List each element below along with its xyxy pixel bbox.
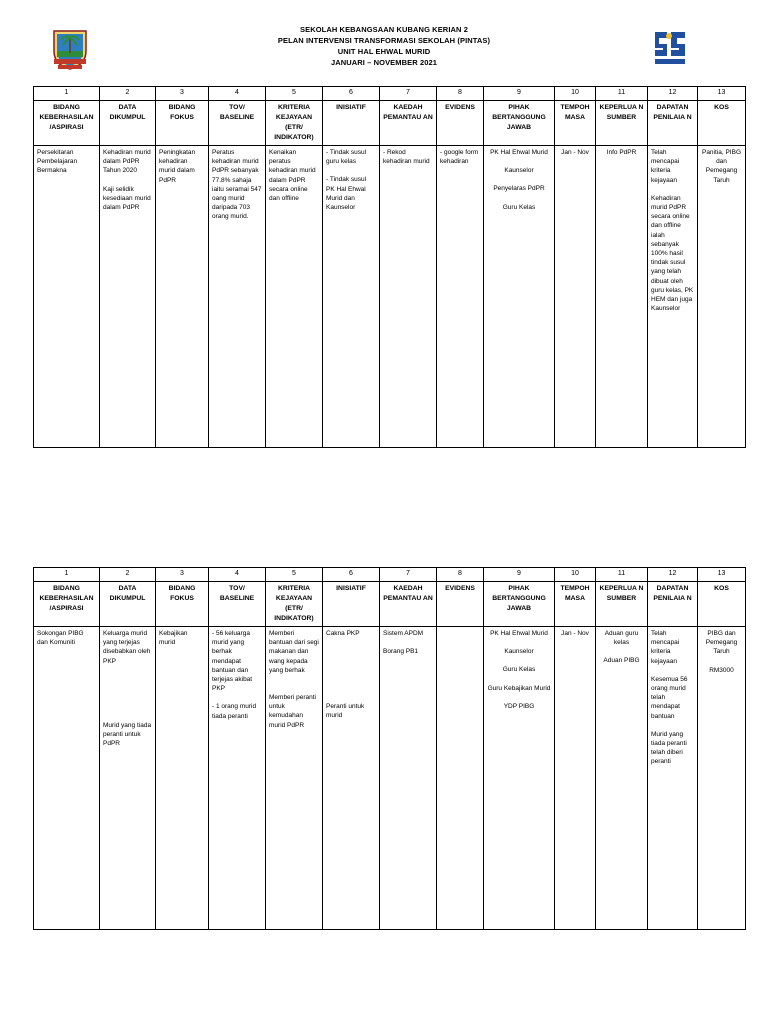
party-item: YDP PIBG [503, 702, 535, 710]
col-header: DATA DIKUMPUL [100, 101, 156, 146]
finding-item: Kehadiran murid PdPR secara online dan offline ialah sebanyak 100% hasil tindak susul yang telah dibuat oleh guru kelas, PK HEM dan juga Kaunselor [651, 194, 694, 313]
cell-dapatan [648, 627, 698, 930]
column-number-row [34, 568, 746, 582]
resource-item: Aduan PIBG [603, 657, 640, 665]
initiative-item: Cakna PKP [326, 630, 360, 637]
col-num: 13 [698, 87, 746, 101]
cell-inisiatif [323, 627, 380, 930]
document-header [0, 24, 768, 68]
col-num: 5 [266, 568, 323, 582]
cell-tempoh: Jan - Nov [555, 146, 596, 448]
col-header: BIDANG FOKUS [156, 101, 209, 146]
col-header: DATA DIKUMPUL [100, 582, 156, 627]
party-item: PK Hal Ehwal Murid [490, 630, 548, 637]
column-header-row [34, 582, 746, 627]
finding-item: Kesemua 56 orang murid telah mendapat bantuan [651, 675, 688, 720]
data-item: Kaji selidik kesediaan murid dalam PdPR [103, 185, 151, 212]
cell-data-dikumpul [100, 627, 156, 930]
cell-tempoh: Jan - Nov [555, 627, 596, 930]
cost-amount: RM3000 [709, 666, 734, 674]
cell-keperluan [596, 627, 648, 930]
col-num: 3 [156, 87, 209, 101]
col-num: 8 [437, 568, 484, 582]
intervention-table-1 [33, 86, 746, 448]
col-num: 6 [323, 87, 380, 101]
col-header: INISIATIF [323, 582, 380, 627]
col-header: TOV/ BASELINE [209, 582, 266, 627]
data-item: Kehadiran murid dalam PdPR Tahun 2020 [103, 149, 151, 175]
col-header: KRITERIA KEJAYAAN (ETR/ INDIKATOR) [266, 101, 323, 146]
cell-evidens: - google form kehadiran [437, 146, 484, 448]
party-item: Kaunselor [504, 167, 534, 175]
header-plan-title: PELAN INTERVENSI TRANSFORMASI SEKOLAH (PINTAS) [277, 36, 491, 45]
cell-baseline [209, 627, 266, 930]
col-header: DAPATAN PENILAIA N [648, 101, 698, 146]
header-period: JANUARI – NOVEMBER 2021 [330, 58, 438, 67]
col-header: KAEDAH PEMANTAU AN [380, 101, 437, 146]
header-school-name: SEKOLAH KEBANGSAAN KUBANG KERIAN 2 [300, 25, 468, 34]
cell-inisiatif [323, 146, 380, 448]
party-item: Guru Kelas [502, 666, 536, 674]
col-header: KEPERLUA N SUMBER [596, 101, 648, 146]
cost-item: PIBG dan Pemegang Taruh [705, 630, 738, 656]
col-header: PIHAK BERTANGGUNG JAWAB [484, 582, 555, 627]
cell-baseline: Peratus kehadiran murid PdPR sebanyak 77.8% sahaja iaitu seramai 547 oang murid daripada 703 orang murid. [209, 146, 266, 448]
baseline-item: - 1 orang murid tiada peranti [212, 703, 257, 720]
cell-kaedah [380, 627, 437, 930]
cell-kriteria: Kenaikan peratus kehadiran murid dalam PdPR secara online dan offline [266, 146, 323, 448]
cell-bidang-fokus: Peningkatan kehadiran murid dalam PdPR [156, 146, 209, 448]
col-header: BIDANG KEBERHASILAN /ASPIRASI [34, 101, 100, 146]
col-header: TEMPOH MASA [555, 101, 596, 146]
data-item: Murid yang tiada peranti untuk PdPR [103, 721, 152, 748]
col-num: 6 [323, 568, 380, 582]
col-num: 1 [34, 568, 100, 582]
cell-kaedah: - Rekod kehadiran murid [380, 146, 437, 448]
cell-kos: Panitia, PIBG dan Pemegang Taruh [698, 146, 746, 448]
col-header: KOS [698, 101, 746, 146]
col-header: KAEDAH PEMANTAU AN [380, 582, 437, 627]
finding-item: Telah mencapai kriteria kejayaan [651, 149, 680, 184]
col-header: TEMPOH MASA [555, 582, 596, 627]
cell-bidang-keberhasilan: Persekitaran Pembelajaran Bermakna [34, 146, 100, 448]
party-item: Kaunselor [504, 648, 534, 656]
col-header: EVIDENS [437, 582, 484, 627]
cell-keperluan: Info PdPR [596, 146, 648, 448]
data-item: Keluarga murid yang terjejas disebabkan oleh PKP [103, 630, 151, 665]
column-number-row [34, 87, 746, 101]
header-unit: UNIT HAL EHWAL MURID [337, 47, 431, 56]
col-num: 4 [209, 87, 266, 101]
finding-item: Telah mencapai kriteria kejayaan [651, 630, 680, 665]
col-header: KRITERIA KEJAYAAN (ETR/ INDIKATOR) [266, 582, 323, 627]
method-item: Borang PB1 [383, 648, 419, 656]
table-row [34, 146, 746, 448]
col-header: DAPATAN PENILAIA N [648, 582, 698, 627]
col-header: PIHAK BERTANGGUNG JAWAB [484, 101, 555, 146]
finding-item: Murid yang tiada peranti telah diberi peranti [651, 730, 687, 766]
col-num: 2 [100, 87, 156, 101]
col-num: 2 [100, 568, 156, 582]
party-item: Guru Kebajikan Murid [487, 684, 551, 692]
col-num: 11 [596, 87, 648, 101]
table-row [34, 627, 746, 930]
cell-bidang-fokus: Kebajikan murid [156, 627, 209, 930]
col-num: 8 [437, 87, 484, 101]
col-num: 10 [555, 87, 596, 101]
party-item: Penyelaras PdPR [493, 185, 545, 193]
col-header: KOS [698, 582, 746, 627]
col-num: 5 [266, 87, 323, 101]
col-header: BIDANG FOKUS [156, 582, 209, 627]
col-header: KEPERLUA N SUMBER [596, 582, 648, 627]
cell-pihak [484, 627, 555, 930]
cell-dapatan [648, 146, 698, 448]
col-header: TOV/ BASELINE [209, 101, 266, 146]
cell-bidang-keberhasilan: Sokongan PIBG dan Komuniti [34, 627, 100, 930]
column-header-row [34, 101, 746, 146]
col-num: 12 [648, 568, 698, 582]
criteria-item: Memberi bantuan dari segi makanan dan wang kepada yang berhak [269, 630, 319, 674]
method-item: Sistem APDM [383, 630, 424, 637]
col-num: 3 [156, 568, 209, 582]
col-num: 10 [555, 568, 596, 582]
criteria-item: Memberi peranti untuk kemudahan murid PdPR [269, 694, 316, 729]
party-item: Guru Kelas [502, 203, 536, 211]
col-num: 11 [596, 568, 648, 582]
col-num: 13 [698, 568, 746, 582]
cell-kriteria [266, 627, 323, 930]
resource-item: Aduan guru kelas [604, 630, 639, 647]
col-header: INISIATIF [323, 101, 380, 146]
col-num: 9 [484, 87, 555, 101]
cell-kos [698, 627, 746, 930]
cell-pihak [484, 146, 555, 448]
cell-data-dikumpul [100, 146, 156, 448]
intervention-table-2 [33, 567, 746, 930]
col-num: 1 [34, 87, 100, 101]
party-item: PK Hal Ehwal Murid [490, 149, 548, 156]
col-num: 12 [648, 87, 698, 101]
initiative-item: Peranti untuk murid [326, 703, 365, 720]
cell-evidens [437, 627, 484, 930]
col-num: 4 [209, 568, 266, 582]
baseline-item: - 56 keluarga murid yang berhak mendapat bantuan dan terjejas akibat PKP [212, 630, 253, 693]
col-header: EVIDENS [437, 101, 484, 146]
initiative-item: - Tindak susul PK Hal Ehwal Murid dan Kaunselor [326, 176, 367, 212]
col-num: 9 [484, 568, 555, 582]
col-header: BIDANG KEBERHASILAN /ASPIRASI [34, 582, 100, 627]
col-num: 7 [380, 87, 437, 101]
col-num: 7 [380, 568, 437, 582]
initiative-item: - Tindak susul guru kelas [326, 149, 367, 166]
